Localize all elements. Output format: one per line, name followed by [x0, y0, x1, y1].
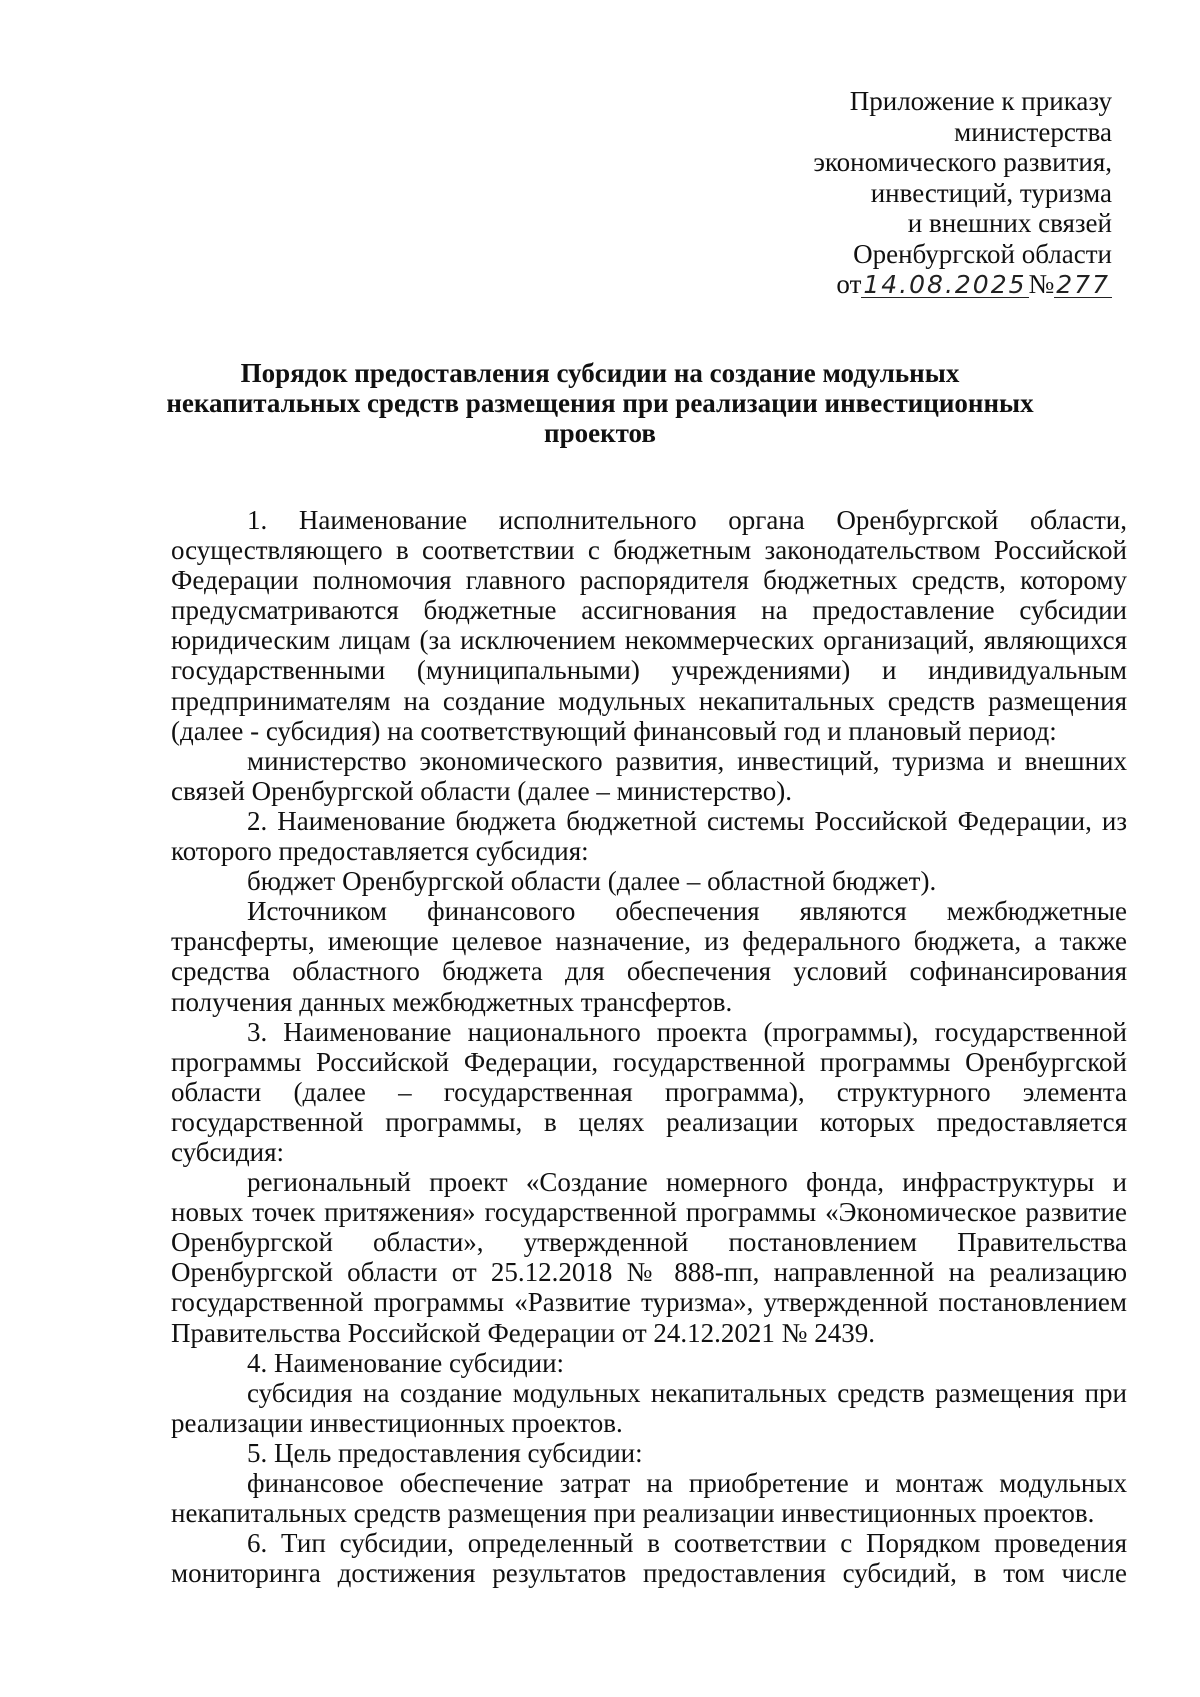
- title-line: Порядок предоставления субсидии на создание модульных: [240, 358, 960, 388]
- appendix-line: и внешних связей: [907, 208, 1112, 238]
- number-prefix: №: [1028, 269, 1055, 299]
- paragraph: министерство экономического развития, инвестиций, туризма и внешних связей Оренбургской области (далее – министерство).: [171, 745, 1127, 806]
- document-title: [150, 358, 1050, 448]
- title-line: некапитальных средств размещения при реализации инвестиционных: [166, 388, 1034, 418]
- paragraph: 2. Наименование бюджета бюджетной системы Российской Федерации, из которого предоставляется субсидия:: [171, 805, 1127, 867]
- paragraph: 4. Наименование субсидии:: [247, 1347, 565, 1378]
- paragraph: 1. Наименование исполнительного органа Оренбургской области, осуществляющего в соответствии с бюджетным законодательством Российской Федерации полномочия главного распорядителя бюджетных средств, которому предусматриваются бюджетные ассигнования на предоставление субсидии юридическим лицам (за исключением некоммерческих организаций, являющихся государственными (муниципальными) учреждениями) и индивидуальным предпринимателям на создание модульных некапитальных средств размещения (далее - субсидия) на соответствующий финансовый год и плановый период:: [171, 505, 1127, 746]
- handwritten-number: 277: [1056, 270, 1110, 299]
- document-body: [171, 505, 1127, 1588]
- paragraph: 3. Наименование национального проекта (программы), государственной программы Российской Федерации, государственной программы Оренбургской области (далее – государственная программа), структурного элемента государственной программы, в целях реализации которых предоставляется субсидия:: [171, 1016, 1127, 1167]
- order-date-line: [813, 269, 1112, 300]
- paragraph: субсидия на создание модульных некапитальных средств размещения при реализации инвестиционных проектов.: [171, 1377, 1127, 1438]
- paragraph: 6. Тип субсидии, определенный в соответствии с Порядком проведения мониторинга достижения результатов предоставления субсидий, в том числе: [171, 1528, 1127, 1589]
- appendix-line: Приложение к приказу: [849, 86, 1112, 116]
- appendix-line: Оренбургской области: [853, 238, 1112, 269]
- paragraph: Источником финансового обеспечения являются межбюджетные трансферты, имеющие целевое назначение, из федерального бюджета, а также средства областного бюджета для обеспечения условий софинансирования получения данных межбюджетных трансфертов.: [171, 896, 1127, 1017]
- paragraph: финансовое обеспечение затрат на приобретение и монтаж модульных некапитальных средств размещения при реализации инвестиционных проектов.: [171, 1468, 1127, 1529]
- paragraph: бюджет Оренбургской области (далее – областной бюджет).: [247, 866, 937, 897]
- appendix-line: экономического развития,: [813, 147, 1112, 177]
- appendix-line: инвестиций, туризма: [870, 177, 1112, 208]
- date-prefix: от: [836, 269, 862, 299]
- paragraph: 5. Цель предоставления субсидии:: [247, 1437, 643, 1468]
- title-line: проектов: [544, 418, 656, 448]
- handwritten-date: 14.08.2025: [863, 270, 1027, 299]
- appendix-line: министерства: [954, 116, 1112, 147]
- paragraph: региональный проект «Создание номерного фонда, инфраструктуры и новых точек притяжения» государственной программы «Экономическое развитие Оренбургской области», утвержденной постановлением Правительства Оренбургской области от 25.12.2018 № 888-пп, направленной на реализацию государственной программы «Развитие туризма», утвержденной постановлением Правительства Российской Федерации от 24.12.2021 № 2439.: [171, 1167, 1127, 1348]
- appendix-header: [813, 86, 1112, 300]
